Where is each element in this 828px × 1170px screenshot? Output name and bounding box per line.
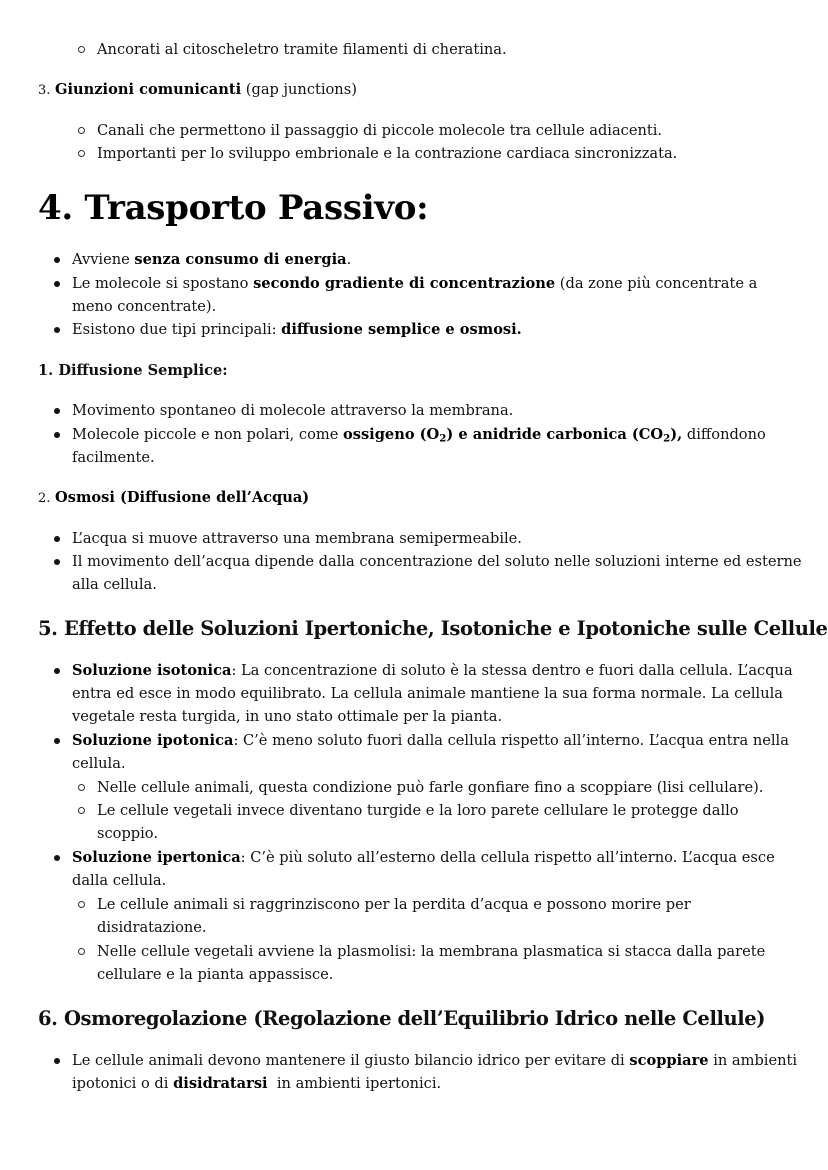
numbered-item-osmosi xyxy=(38,486,309,510)
text: Movimento spontaneo di molecole attraverso la membrana. xyxy=(72,402,514,419)
text: Le molecole si spostano xyxy=(72,275,254,292)
item-suffix: (gap junctions) xyxy=(241,81,357,98)
list-item xyxy=(72,550,802,596)
heading-trasporto-passivo: 4. Trasporto Passivo: xyxy=(38,188,429,228)
sub-item-text: Le cellule animali si raggrinziscono per la perdita d’acqua e possono morire per disidratazione. xyxy=(97,896,691,936)
bold-text: diffusione semplice e osmosi. xyxy=(281,321,522,338)
list-item xyxy=(72,272,802,318)
subscript: 2 xyxy=(439,432,447,445)
subscript: 2 xyxy=(663,432,671,445)
list-item xyxy=(72,318,802,341)
text: diffondono facilmente. xyxy=(72,426,766,466)
list-item xyxy=(72,423,802,469)
text: ), xyxy=(670,426,683,443)
text: : La concentrazione di soluto è la stessa dentro e fuori dalla cellula. L’acqua entra ed esce in modo equilibrato. La cellula animale mantiene la sua forma normale. La cellula vegetale resta turgida, in uno stato ottimale per la pianta. xyxy=(72,662,793,725)
sub-item-text: Le cellule vegetali invece diventano turgide e la loro parete cellulare le protegge dallo scoppio. xyxy=(97,802,739,842)
bold-text: scoppiare xyxy=(629,1052,709,1069)
subheading-diffusione-semplice: 1. Diffusione Semplice: xyxy=(38,362,228,379)
sub-item-text: Nelle cellule vegetali avviene la plasmolisi: la membrana plasmatica si stacca dalla parete cellulare e la pianta appassisce. xyxy=(97,943,766,983)
text: : C’è più soluto all’esterno della cellula rispetto all’interno. L’acqua esce dalla cellula. xyxy=(72,849,775,889)
sub-list-item xyxy=(97,776,797,799)
list-item xyxy=(72,659,802,728)
text: ) e anidride carbonica (CO xyxy=(446,426,664,443)
text: in ambienti ipertonici. xyxy=(267,1075,442,1092)
sub-list-item xyxy=(97,38,797,61)
text: Le cellule animali devono mantenere il giusto bilancio idrico per evitare di xyxy=(72,1052,630,1069)
sub-item-text: Canali che permettono il passaggio di piccole molecole tra cellule adiacenti. xyxy=(97,122,663,139)
bold-text: secondo gradiente di concentrazione xyxy=(253,275,556,292)
text: : C’è meno soluto fuori dalla cellula rispetto all’interno. L’acqua entra nella cellula. xyxy=(72,732,789,772)
numbered-item-gap-junctions xyxy=(38,78,357,102)
text: . xyxy=(346,251,352,268)
item-number: 2. xyxy=(38,491,51,506)
bold-text: Soluzione isotonica xyxy=(72,662,232,679)
bold-text xyxy=(343,426,682,443)
list-item xyxy=(72,248,802,271)
text: L’acqua si muove attraverso una membrana semipermeabile. xyxy=(72,530,522,547)
sub-list-item xyxy=(97,940,797,986)
list-item xyxy=(72,527,802,550)
item-number: 3. xyxy=(38,83,51,98)
text: (da zone più concentrate a meno concentrate). xyxy=(72,275,758,315)
text: ossigeno (O xyxy=(343,426,440,443)
sub-item-text: Importanti per lo sviluppo embrionale e la contrazione cardiaca sincronizzata. xyxy=(97,145,678,162)
sub-item-text: Nelle cellule animali, questa condizione può farle gonfiare fino a scoppiare (lisi cellulare). xyxy=(97,779,764,796)
item-title: Osmosi (Diffusione dell’Acqua) xyxy=(55,489,310,506)
bold-text: Soluzione ipotonica xyxy=(72,732,234,749)
sub-list-item xyxy=(97,893,797,939)
text: Molecole piccole e non polari, come xyxy=(72,426,344,443)
sub-list-item xyxy=(97,799,797,845)
bold-text: disidratarsi xyxy=(173,1075,268,1092)
sub-item-text: Ancorati al citoscheletro tramite filamenti di cheratina. xyxy=(97,41,507,58)
list-item xyxy=(72,846,802,892)
text: Avviene xyxy=(72,251,135,268)
text: Esistono due tipi principali: xyxy=(72,321,282,338)
heading-effetto-soluzioni: 5. Effetto delle Soluzioni Ipertoniche, Isotoniche e Ipotoniche sulle Cellule xyxy=(38,617,828,640)
item-title: Giunzioni comunicanti xyxy=(55,81,242,98)
sub-list-item xyxy=(97,142,797,165)
heading-osmoregolazione: 6. Osmoregolazione (Regolazione dell’Equilibrio Idrico nelle Cellule) xyxy=(38,1007,766,1030)
list-item xyxy=(72,399,802,422)
bold-text: senza consumo di energia xyxy=(134,251,347,268)
list-item xyxy=(72,1049,802,1095)
list-item xyxy=(72,729,802,775)
bold-text: Soluzione ipertonica xyxy=(72,849,241,866)
sub-list-item xyxy=(97,119,797,142)
text: in ambienti ipotonici o di xyxy=(72,1052,798,1092)
text: Il movimento dell’acqua dipende dalla concentrazione del soluto nelle soluzioni interne ed esterne alla cellula. xyxy=(72,553,802,593)
